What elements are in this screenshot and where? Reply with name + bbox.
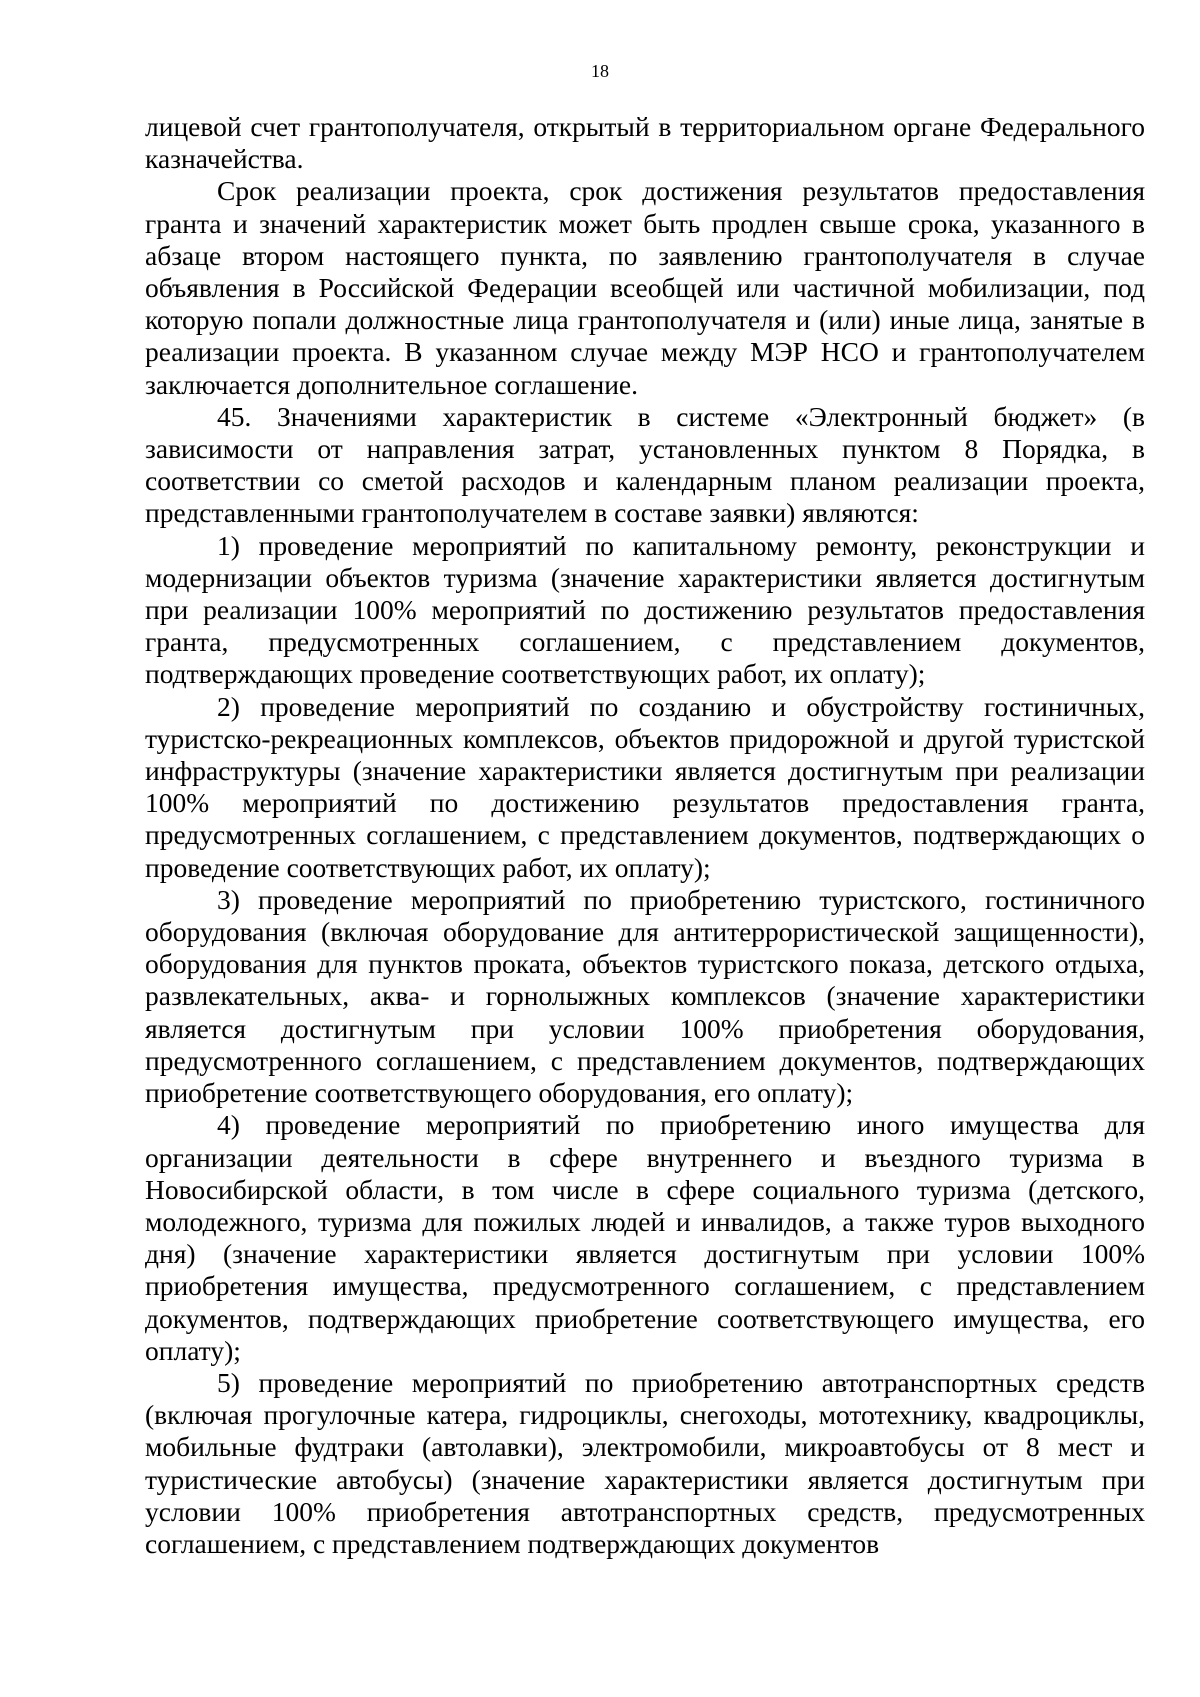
list-item-4: 4) проведение мероприятий по приобретению иного имущества для организации деятельности в сфере внутреннего и въездного туризма в Новосибирской области, в том числе в сфере социального туризма (детского, молодежного, туризма для пожилых людей и инвалидов, а также туров выходного дня) (значение характеристики является достигнутым при условии 100% приобретения имущества, предусмотренного соглашением, с представлением документов, подтверждающих приобретение соответствующего имущества, его оплату); <box>145 1109 1145 1366</box>
list-item-1: 1) проведение мероприятий по капитальному ремонту, реконструкции и модернизации объектов туризма (значение характеристики является достигнутым при реализации 100% мероприятий по достижению результатов предоставления гранта, предусмотренных соглашением, с представлением документов, подтверждающих проведение соответствующих работ, их оплату); <box>145 529 1145 690</box>
list-item-5: 5) проведение мероприятий по приобретению автотранспортных средств (включая прогулочные катера, гидроциклы, снегоходы, мототехнику, квадроциклы, мобильные фудтраки (автолавки), электромобили, микроавтобусы от 8 мест и туристические автобусы) (значение характеристики является достигнутым при условии 100% приобретения автотранспортных средств, предусмотренных соглашением, с представлением подтверждающих документов <box>145 1366 1145 1559</box>
paragraph-continuation: лицевой счет грантополучателя, открытый в территориальном органе Федерального казначейства. <box>145 111 1145 175</box>
paragraph-extension-term: Срок реализации проекта, срок достижения результатов предоставления гранта и значений характеристик может быть продлен свыше срока, указанного в абзаце втором настоящего пункта, по заявлению грантополучателя в случае объявления в Российской Федерации всеобщей или частичной мобилизации, под которую попали должностные лица грантополучателя и (или) иные лица, занятые в реализации проекта. В указанном случае между МЭР НСО и грантополучателем заключается дополнительное соглашение. <box>145 175 1145 400</box>
list-item-3: 3) проведение мероприятий по приобретению туристского, гостиничного оборудования (включая оборудование для антитеррористической защищенности), оборудования для пунктов проката, объектов туристского показа, детского отдыха, развлекательных, аква- и горнолыжных комплексов (значение характеристики является достигнутым при условии 100% приобретения оборудования, предусмотренного соглашением, с представлением документов, подтверждающих приобретение соответствующего оборудования, его оплату); <box>145 883 1145 1109</box>
page-number: 18 <box>591 61 609 81</box>
list-item-2: 2) проведение мероприятий по созданию и обустройству гостиничных, туристско-рекреационных комплексов, объектов придорожной и другой туристской инфраструктуры (значение характеристики является достигнутым при реализации 100% мероприятий по достижению результатов предоставления гранта, предусмотренных соглашением, с представлением документов, подтверждающих о проведение соответствующих работ, их оплату); <box>145 690 1145 883</box>
document-body <box>145 111 1145 1560</box>
paragraph-item-45: 45. Значениями характеристик в системе «Электронный бюджет» (в зависимости от направления затрат, установленных пунктом 8 Порядка, в соответствии со сметой расходов и календарным планом реализации проекта, представленными грантополучателем в составе заявки) являются: <box>145 400 1145 529</box>
